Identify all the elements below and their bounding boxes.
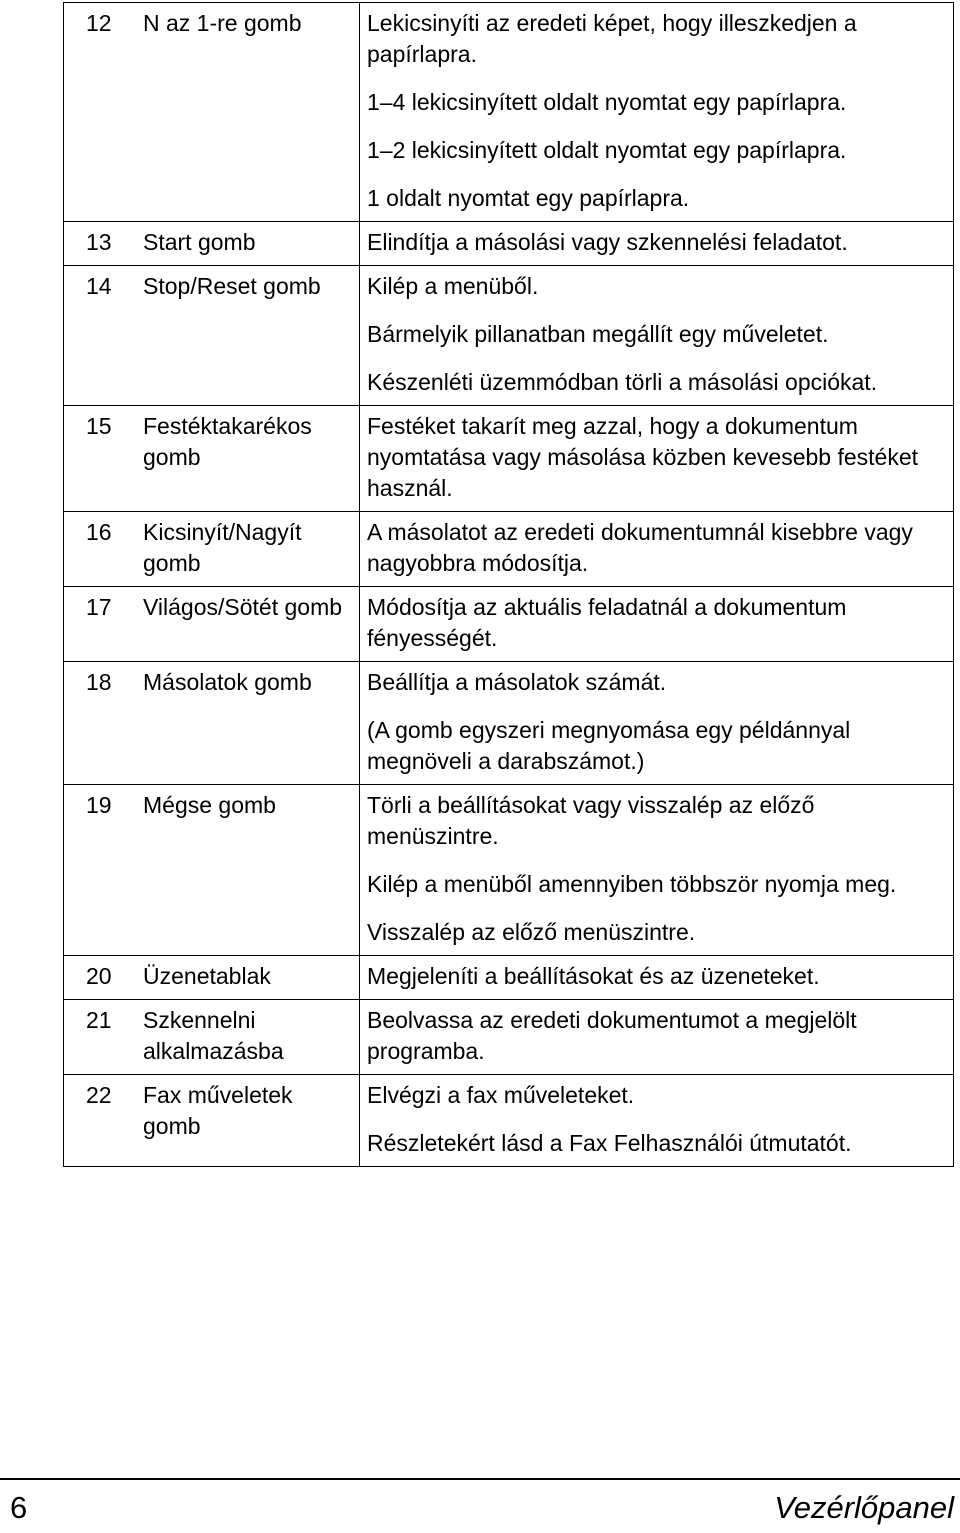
row-number: 16 (64, 512, 121, 587)
control-description (360, 1075, 954, 1167)
description-line: 1–4 lekicsinyített oldalt nyomtat egy papírlapra. (367, 89, 847, 115)
row-number: 21 (64, 1000, 121, 1075)
description-line: Elindítja a másolási vagy szkennelési feladatot. (367, 229, 848, 255)
control-name: Üzenetablak (120, 956, 360, 1000)
section-title: Vezérlőpanel (774, 1490, 954, 1525)
table-row (64, 1075, 954, 1167)
control-description (360, 587, 954, 662)
control-name: Festéktakarékos gomb (120, 406, 360, 512)
description-line: Kilép a menüből amennyiben többször nyomja meg. (367, 871, 897, 897)
control-name: Start gomb (120, 222, 360, 266)
row-number: 20 (64, 956, 121, 1000)
table-row (64, 662, 954, 785)
control-name: N az 1-re gomb (120, 3, 360, 222)
control-description (360, 1000, 954, 1075)
description-line: Elvégzi a fax műveleteket. (367, 1082, 635, 1108)
description-line: Megjeleníti a beállításokat és az üzeneteket. (367, 963, 820, 989)
control-description (360, 222, 954, 266)
description-line: Kilép a menüből. (367, 273, 539, 299)
table-row (64, 222, 954, 266)
description-line: Részletekért lásd a Fax Felhasználói útmutatót. (367, 1130, 852, 1156)
control-description (360, 956, 954, 1000)
description-line: Visszalép az előző menüszintre. (367, 919, 696, 945)
description-line: Bármelyik pillanatban megállít egy műveletet. (367, 321, 829, 347)
row-number: 12 (64, 3, 121, 222)
description-line: 1–2 lekicsinyített oldalt nyomtat egy papírlapra. (367, 137, 847, 163)
table-row (64, 266, 954, 406)
description-line: Készenléti üzemmódban törli a másolási opciókat. (367, 369, 878, 395)
control-description (360, 662, 954, 785)
row-number: 13 (64, 222, 121, 266)
row-number: 14 (64, 266, 121, 406)
description-line: (A gomb egyszeri megnyomása egy példánnyal megnöveli a darabszámot.) (367, 717, 851, 774)
table-row (64, 587, 954, 662)
control-description (360, 3, 954, 222)
row-number: 19 (64, 785, 121, 956)
control-description (360, 266, 954, 406)
control-name: Mégse gomb (120, 785, 360, 956)
row-number: 18 (64, 662, 121, 785)
description-line: Törli a beállításokat vagy visszalép az előző menüszintre. (367, 792, 815, 849)
control-description (360, 785, 954, 956)
row-number: 22 (64, 1075, 121, 1167)
control-name: Másolatok gomb (120, 662, 360, 785)
description-line: Lekicsinyíti az eredeti képet, hogy illeszkedjen a papírlapra. (367, 10, 857, 67)
control-name: Szkennelni alkalmazásba (120, 1000, 360, 1075)
description-line: Beolvassa az eredeti dokumentumot a megjelölt programba. (367, 1007, 857, 1064)
control-panel-table (63, 2, 954, 1167)
page-number: 6 (10, 1490, 28, 1525)
control-name: Stop/Reset gomb (120, 266, 360, 406)
description-line: Festéket takarít meg azzal, hogy a dokumentum nyomtatása vagy másolása közben kevesebb festéket használ. (367, 413, 919, 501)
description-line: Módosítja az aktuális feladatnál a dokumentum fényességét. (367, 594, 847, 651)
description-line: Beállítja a másolatok számát. (367, 669, 667, 695)
table-row (64, 406, 954, 512)
control-name: Kicsinyít/Nagyít gomb (120, 512, 360, 587)
row-number: 15 (64, 406, 121, 512)
table-row (64, 3, 954, 222)
table-row (64, 512, 954, 587)
footer-divider (0, 1478, 960, 1480)
table-row (64, 1000, 954, 1075)
table-row (64, 785, 954, 956)
row-number: 17 (64, 587, 121, 662)
control-description (360, 406, 954, 512)
control-name: Fax műveletek gomb (120, 1075, 360, 1167)
control-description (360, 512, 954, 587)
control-name: Világos/Sötét gomb (120, 587, 360, 662)
description-line: 1 oldalt nyomtat egy papírlapra. (367, 185, 690, 211)
description-line: A másolatot az eredeti dokumentumnál kisebbre vagy nagyobbra módosítja. (367, 519, 913, 576)
table-body (64, 3, 954, 1167)
table-row (64, 956, 954, 1000)
